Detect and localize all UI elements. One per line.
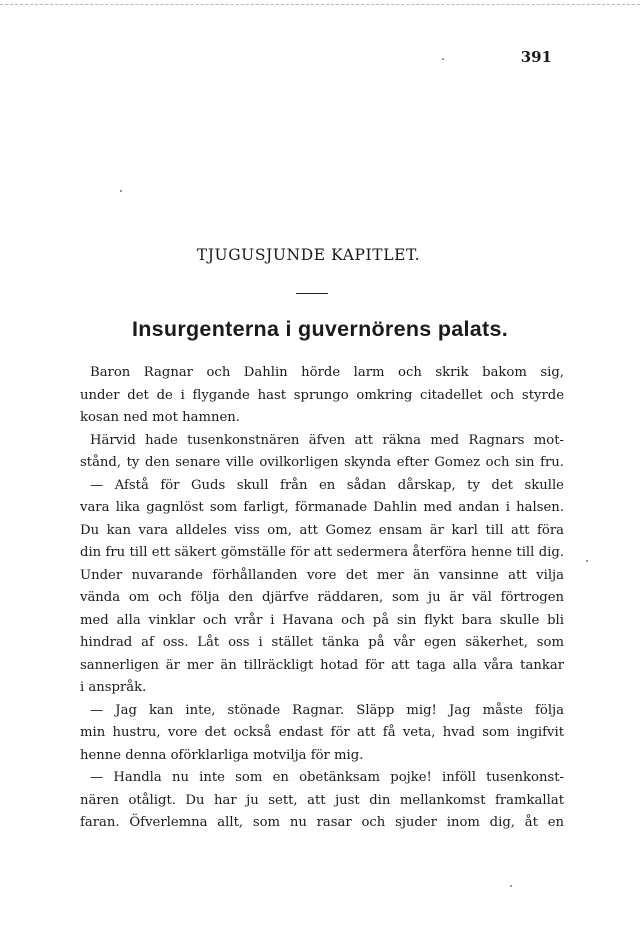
body-text <box>80 362 564 835</box>
text-line: med alla vinklar och vrår i Havana och på sin flykt bara skulle bli <box>80 612 564 628</box>
text-line: under det de i flygande hast sprungo omkring citadellet och styrde <box>80 387 564 403</box>
text-line: Du kan vara alldeles viss om, att Gomez ensam är karl till att föra <box>80 522 564 538</box>
text-line: henne denna oförklarliga motvilja för mig. <box>80 747 364 763</box>
text-line: sannerligen är mer än tillräckligt hotad för att taga alla våra tankar <box>80 657 564 673</box>
scan-speck <box>586 560 588 562</box>
heading-rule <box>296 293 328 294</box>
top-edge-rule <box>0 4 640 5</box>
text-line: — Jag kan inte, stönade Ragnar. Släpp mig! Jag måste följa <box>90 702 564 718</box>
page-number: 391 <box>520 48 552 66</box>
text-line: Under nuvarande förhållanden vore det mer än vansinne att vilja <box>80 567 564 583</box>
text-line: nären otåligt. Du har ju sett, att just din mellankomst framkallat <box>80 792 564 808</box>
text-line: — Afstå för Guds skull från en sådan dårskap, ty det skulle <box>90 477 564 493</box>
text-line: stånd, ty den senare ville ovilkorligen skynda efter Gomez och sin fru. <box>80 455 564 470</box>
text-line: Baron Ragnar och Dahlin hörde larm och skrik bakom sig, <box>90 365 564 380</box>
scan-speck <box>442 58 444 60</box>
chapter-title: Insurgenterna i guvernörens palats. <box>131 317 509 341</box>
chapter-heading: TJUGUSJUNDE KAPITLET. <box>196 246 421 264</box>
text-line: hindrad af oss. Låt oss i stället tänka på vår egen säkerhet, som <box>80 635 564 650</box>
scan-speck <box>510 885 512 887</box>
text-line: faran. Öfverlemna allt, som nu rasar och sjuder inom dig, åt en <box>80 815 564 830</box>
text-line: min hustru, vore det också endast för att få veta, hvad som ingifvit <box>80 725 564 740</box>
text-line: vara lika gagnlöst som farligt, förmanade Dahlin med andan i halsen. <box>80 500 564 515</box>
scan-speck <box>120 190 122 192</box>
text-line: kosan ned mot hamnen. <box>80 410 240 425</box>
text-line: — Handla nu inte som en obetänksam pojke! inföll tusenkonst- <box>90 770 564 785</box>
text-line: vända om och följa den djärfve räddaren, som ju är väl förtrogen <box>80 590 564 605</box>
text-line: i anspråk. <box>80 680 147 695</box>
text-line: Härvid hade tusenkonstnären äfven att räkna med Ragnars mot- <box>90 432 564 448</box>
text-line: din fru till ett säkert gömställe för att sedermera återföra henne till dig. <box>80 545 564 560</box>
